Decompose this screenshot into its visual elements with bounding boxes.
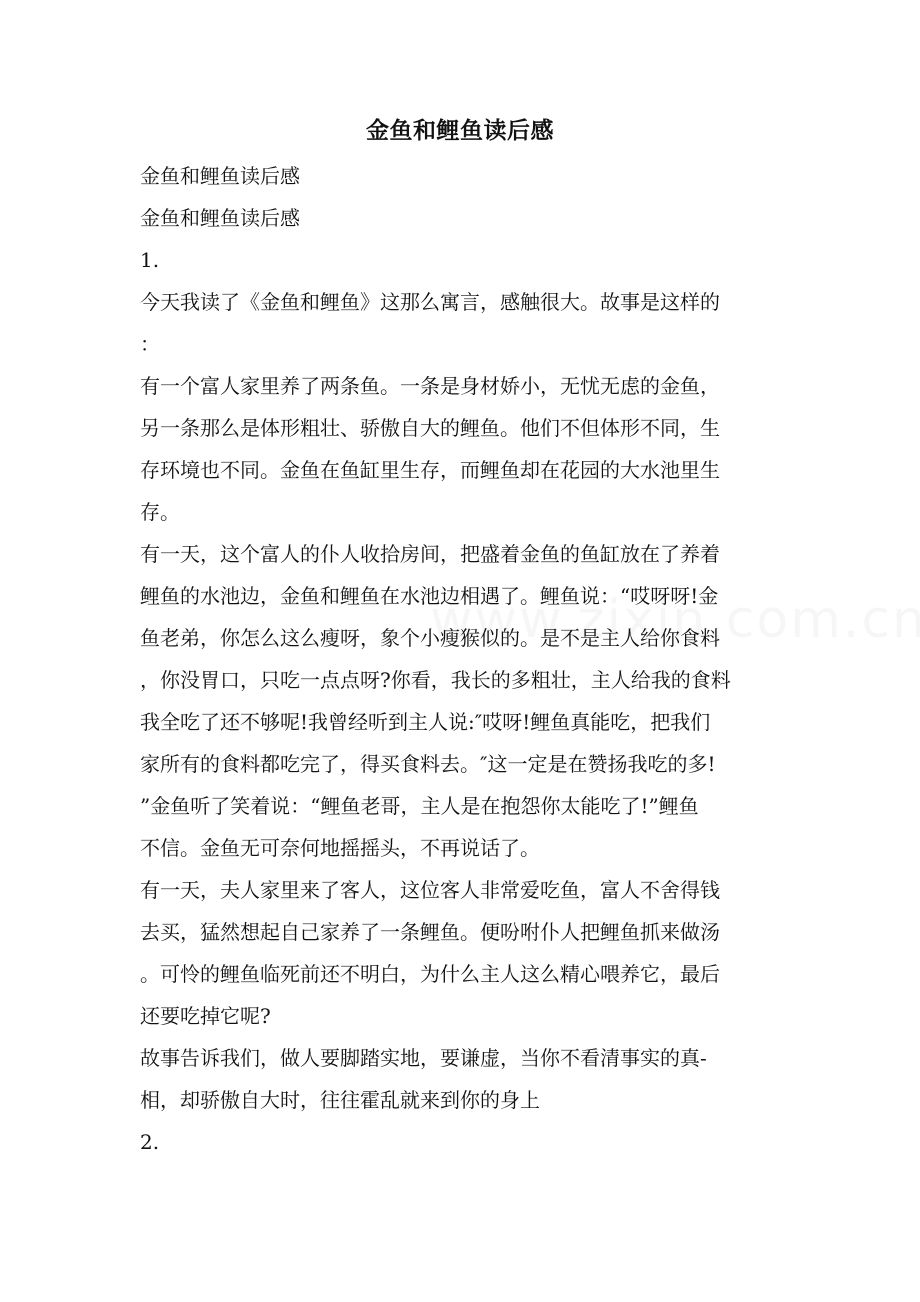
body-line: 存。 <box>140 500 180 524</box>
body-line: 有一个富人家里养了两条鱼。一条是身材娇小，无忧无虑的金鱼， <box>140 374 720 398</box>
body-line: 今天我读了《金鱼和鲤鱼》这那么寓言，感触很大。故事是这样的 <box>140 290 720 314</box>
body-line: 2. <box>140 1130 160 1154</box>
body-line: 1. <box>140 248 160 272</box>
body-line: 不信。金鱼无可奈何地摇摇头，不再说话了。 <box>140 836 540 860</box>
body-line: 还要吃掉它呢? <box>140 1004 271 1028</box>
body-line: ”金鱼听了笑着说：“鲤鱼老哥，主人是在抱怨你太能吃了!”鲤鱼 <box>140 794 699 818</box>
body-line: 金鱼和鲤鱼读后感 <box>140 164 300 188</box>
body-line: 另一条那么是体形粗壮、骄傲自大的鲤鱼。他们不但体形不同，生 <box>140 416 720 440</box>
body-line: 相，却骄傲自大时，往往霍乱就来到你的身上 <box>140 1088 540 1112</box>
body-line: 存环境也不同。金鱼在鱼缸里生存，而鲤鱼却在花园的大水池里生 <box>140 458 720 482</box>
body-line: 我全吃了还不够呢!我曾经听到主人说:″哎呀!鲤鱼真能吃，把我们 <box>140 710 711 734</box>
body-line: 有一天，这个富人的仆人收拾房间，把盛着金鱼的鱼缸放在了养着 <box>140 542 720 566</box>
body-line: 有一天，夫人家里来了客人，这位客人非常爱吃鱼，富人不舍得钱 <box>140 878 720 902</box>
body-line: 鲤鱼的水池边，金鱼和鲤鱼在水池边相遇了。鲤鱼说：“哎呀呀!金 <box>140 584 719 608</box>
document-body <box>140 155 785 1163</box>
body-line: ： <box>140 332 160 356</box>
body-line: 去买，猛然想起自己家养了一条鲤鱼。便吩咐仆人把鲤鱼抓来做汤 <box>140 920 720 944</box>
body-line: 故事告诉我们，做人要脚踏实地，要谦虚，当你不看清事实的真- <box>140 1046 707 1070</box>
document-title: 金鱼和鲤鱼读后感 <box>366 117 554 144</box>
body-line: 。可怜的鲤鱼临死前还不明白，为什么主人这么精心喂养它，最后 <box>140 962 720 986</box>
body-line: 鱼老弟，你怎么这么瘦呀，象个小瘦猴似的。是不是主人给你食料 <box>140 626 720 650</box>
body-line: 家所有的食料都吃完了，得买食料去。″这一定是在赞扬我吃的多! <box>140 752 716 776</box>
body-line: ，你没胃口，只吃一点点呀?你看，我长的多粗壮，主人给我的食料 <box>140 668 731 692</box>
body-line: 金鱼和鲤鱼读后感 <box>140 206 300 230</box>
